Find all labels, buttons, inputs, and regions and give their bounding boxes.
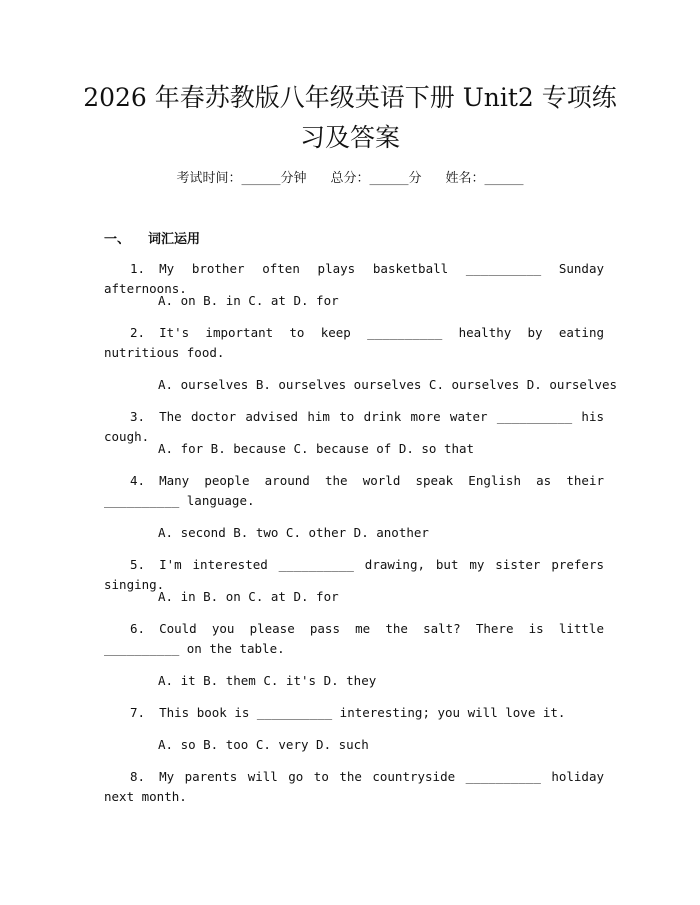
- question-text: Many people around the world speak English as their __________ language.: [104, 473, 604, 508]
- question-2: [104, 323, 604, 363]
- question-number: 7.: [130, 705, 146, 720]
- options-7: A. so B. too C. very D. such: [158, 737, 369, 752]
- question-text: It's important to keep __________ healthy by eating nutritious food.: [104, 325, 604, 360]
- exam-score: 总分：______分: [330, 171, 422, 186]
- question-text: I'm interested __________ drawing, but my sister prefers singing.: [104, 557, 604, 592]
- question-number: 1.: [130, 261, 146, 276]
- exam-time: 考试时间：______分钟: [176, 171, 307, 186]
- question-number: 8.: [130, 769, 146, 784]
- question-8: [104, 767, 604, 807]
- options-1: A. on B. in C. at D. for: [158, 293, 339, 308]
- question-number: 6.: [130, 621, 146, 636]
- question-text: My parents will go to the countryside __________ holiday next month.: [104, 769, 604, 804]
- section-title: 词汇运用: [148, 232, 201, 247]
- question-6: [104, 619, 604, 659]
- options-5: A. in B. on C. at D. for: [158, 589, 339, 604]
- question-text: Could you please pass me the salt? There is little __________ on the table.: [104, 621, 604, 656]
- question-number: 3.: [130, 409, 146, 424]
- student-name: 姓名：______: [445, 171, 524, 186]
- question-number: 5.: [130, 557, 146, 572]
- document-title: 2026 年春苏教版八年级英语下册 Unit2 专项练习及答案: [83, 83, 617, 152]
- question-4: [104, 471, 604, 511]
- question-number: 4.: [130, 473, 146, 488]
- section-number: 一、: [104, 232, 131, 247]
- section-heading: [104, 228, 200, 247]
- options-2: A. ourselves B. ourselves ourselves C. ourselves D. ourselves: [158, 377, 618, 392]
- question-text: This book is __________ interesting; you will love it.: [159, 705, 566, 720]
- options-4: A. second B. two C. other D. another: [158, 525, 429, 540]
- question-text: The doctor advised him to drink more water __________ his cough.: [104, 409, 604, 444]
- question-number: 2.: [130, 325, 146, 340]
- question-7: [104, 703, 604, 723]
- exam-info: [0, 167, 700, 186]
- question-text: My brother often plays basketball __________ Sunday afternoons.: [104, 261, 604, 296]
- options-6: A. it B. them C. it's D. they: [158, 673, 377, 688]
- options-3: A. for B. because C. because of D. so that: [158, 441, 475, 456]
